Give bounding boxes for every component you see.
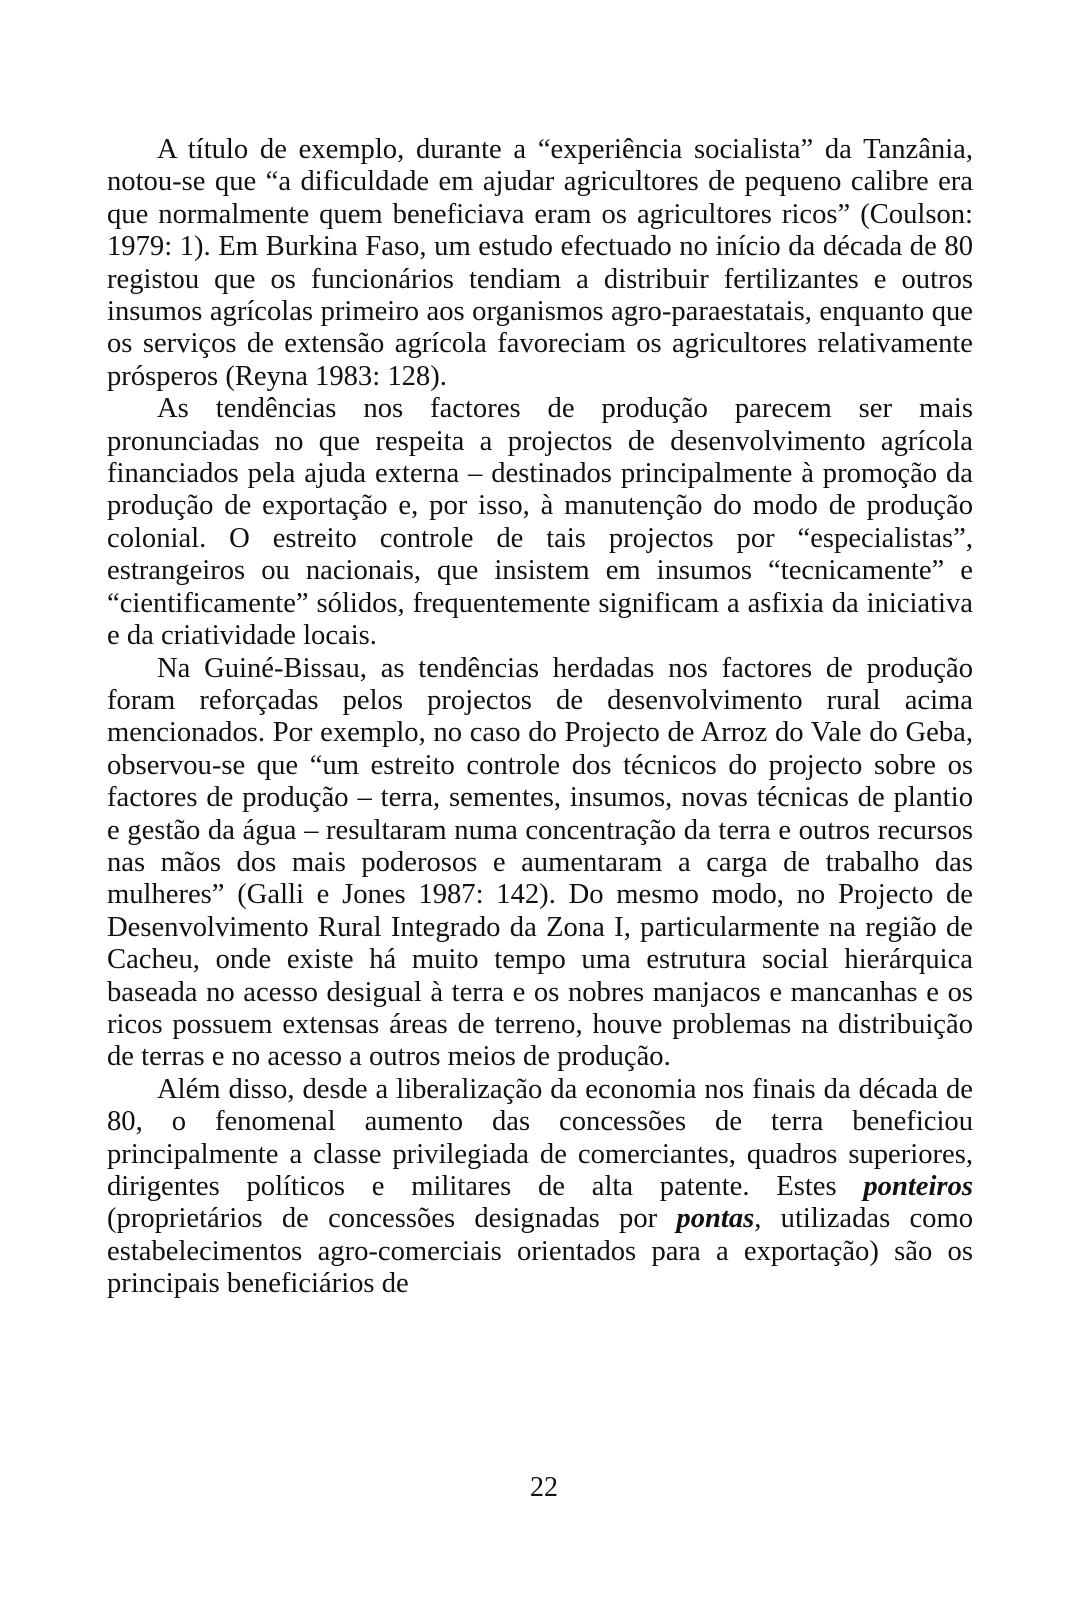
paragraph-tanzania-burkina: A título de exemplo, durante a “experiência socialista” da Tanzânia, notou-se que “a dificuldade em ajudar agricultores de pequeno calibre era que normalmente quem beneficiava eram os agricultores ricos” (Coulson: 1979: 1). Em Burkina Faso, um estudo efectuado no início da década de 80 registou que os funcionários tendiam a distribuir fertilizantes e outros insumos agrícolas primeiro aos organismos agro-paraestatais, enquanto que os serviços de extensão agrícola favoreciam os agricultores relativamente prósperos (Reyna 1983: 128). bbox=[107, 134, 973, 392]
term-pontas: pontas bbox=[676, 1203, 755, 1235]
paragraph-liberalization bbox=[107, 1074, 973, 1301]
paragraph-external-aid-projects: As tendências nos factores de produção parecem ser mais pronunciadas no que respeita a projectos de desenvolvimento agrícola financiados pela ajuda externa – destinados principalmente à promoção da produção de exportação e, por isso, à manutenção do modo de produção colonial. O estreito controle de tais projectos por “especialistas”, estrangeiros ou nacionais, que insistem em insumos “tecnicamente” e “cientificamente” sólidos, frequentemente significam a asfixia da iniciativa e da criatividade locais. bbox=[107, 393, 973, 652]
term-ponteiros: ponteiros bbox=[863, 1171, 973, 1202]
paragraph-liberalization-part-3: , utilizadas como estabelecimentos agro-comerciais orientados para a exportação) são os principais beneficiários de bbox=[107, 1203, 973, 1300]
paragraph-guinea-bissau: Na Guiné-Bissau, as tendências herdadas nos factores de produção foram reforçadas pelos projectos de desenvolvimento rural acima mencionados. Por exemplo, no caso do Projecto de Arroz do Vale do Geba, observou-se que “um estreito controle dos técnicos do projecto sobre os factores de produção – terra, sementes, insumos, novas técnicas de plantio e gestão da água – resultaram numa concentração da terra e outros recursos nas mãos dos mais poderosos e aumentaram a carga de trabalho das mulheres” (Galli e Jones 1987: 142). Do mesmo modo, no Projecto de Desenvolvimento Rural Integrado da Zona I, particularmente na região de Cacheu, onde existe há muito tempo uma estrutura social hierárquica baseada no acesso desigual à terra e os nobres manjacos e mancanhas e os ricos possuem extensas áreas de terreno, houve problemas na distribuição de terras e no acesso a outros meios de produção. bbox=[107, 652, 973, 1073]
page-number: 22 bbox=[530, 1472, 558, 1503]
body-text bbox=[107, 134, 973, 1301]
paragraph-liberalization-part-1: Além disso, desde a liberalização da economia nos finais da década de 80, o fenomenal aumento das concessões de terra beneficiou principalmente a classe privilegiada de comerciantes, quadros superiores, dirigentes políticos e militares de alta patente. Estes bbox=[107, 1073, 973, 1202]
paragraph-liberalization-part-2: (proprietários de concessões designadas por bbox=[107, 1203, 677, 1235]
